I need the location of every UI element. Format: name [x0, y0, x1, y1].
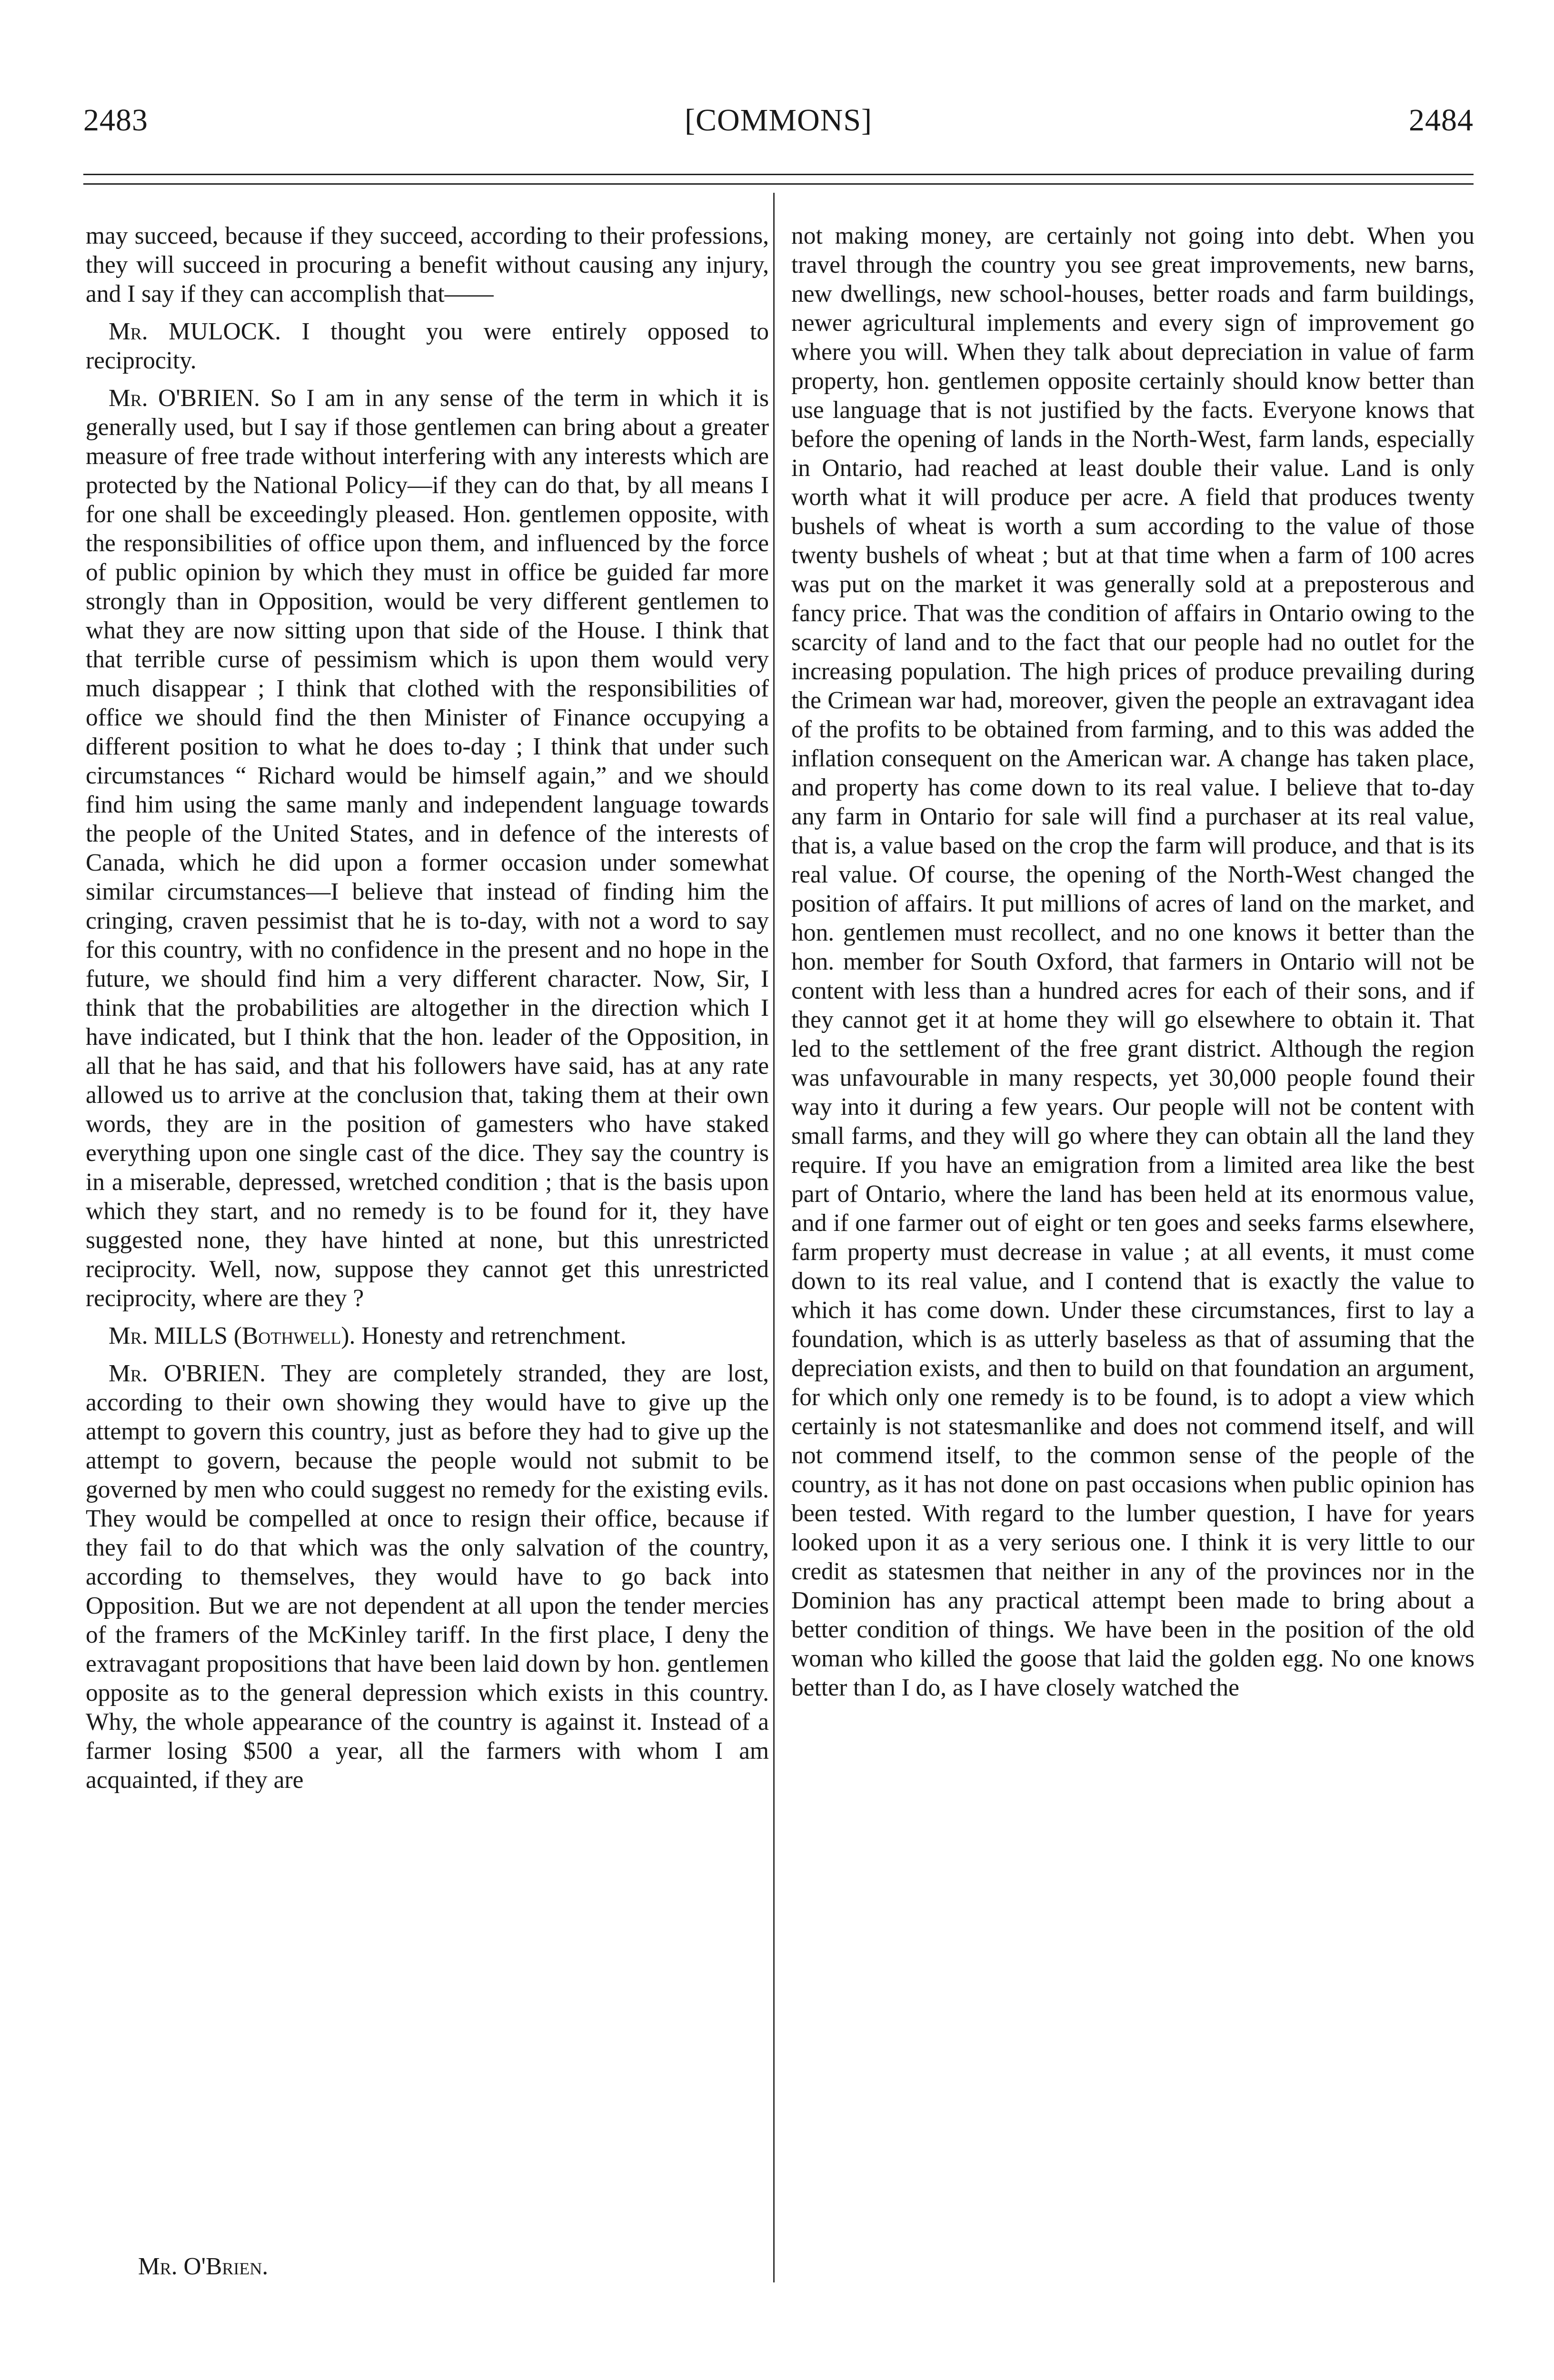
paragraph-mills [86, 1321, 769, 1350]
speech-text: I thought you were entirely opposed to reciprocity. [86, 318, 769, 374]
column-divider [773, 193, 775, 2282]
right-column [791, 221, 1474, 1702]
speech-text: Honesty and retrenchment. [355, 1322, 627, 1349]
speech-text: They are completely stranded, they are lost, according to their own showing they would have to give up the attempt to govern this country, just as before they had to give up the attempt to govern, because the people would not submit to be governed by men who could suggest no remedy for the existing evils. They would be compelled at once to resign their office, because if they fail to do that which was the only salvation of the country, according to themselves, they would have to go back into Opposition. But we are not dependent at all upon the tender mercies of the framers of the McKinley tariff. In the first place, I deny the extravagant propositions that have been laid down by hon. gentlemen opposite as to the general depression which exists in this country. Why, the whole appearance of the country is against it. Instead of a farmer losing $500 a year, all the farmers with whom I am acquainted, if they are [86, 1360, 769, 1794]
paragraph-obrien-1 [86, 384, 769, 1313]
paragraph-continued: may succeed, because if they succeed, according to their professions, they will succeed in procuring a benefit without causing any injury, and I say if they can accomplish that—— [86, 222, 769, 307]
paragraph-obrien-2 [86, 1359, 769, 1795]
speech-text: So I am in any sense of the term in which it is generally used, but I say if those gentlemen can bring about a greater measure of free trade without interfering with any interests which are protected by the National Policy—if they can do that, by all means I for one shall be exceedingly pleased. Hon. gentlemen opposite, with the responsibilities of office upon them, and influenced by the force of public opinion by which they must in office be guided far more strongly than in Opposition, would be very different gentlemen to what they are now sitting upon that side of the House. I think that that terrible curse of pessimism which is upon them would very much disappear ; I think that clothed with the responsibilities of office we should find the then Minister of Finance occupying a different position to what he does to-day ; I think that under such circumstances “ Richard would be himself again,” and we should find him using the same manly and independent language towards the people of the United States, and in defence of the interests of Canada, which he did upon a former occasion under somewhat similar circumstances—I believe that instead of finding him the cringing, craven pessimist that he is to-day, with not a word to say for this country, with no confidence in the present and no hope in the future, we should find him a very different character. Now, Sir, I think that the probabilities are altogether in the direction which I have indicated, but I think that the hon. leader of the Opposition, in all that he has said, and that his followers have said, has at any rate allowed us to arrive at the conclusion that, taking them at their own words, they are in the position of gamesters who have staked everything upon one single cast of the dice. They say the country is in a miserable, depressed, wretched condition ; that is the basis upon which they start, and no remedy is to be found for it, they have suggested none, they have hinted at none, but this unrestricted reciprocity. Well, now, suppose they cannot get this unrestricted reciprocity, where are they ? [86, 385, 769, 1312]
header-rule-bottom [83, 183, 1474, 185]
paragraph-continued-right: not making money, are certainly not going into debt. When you travel through the country you see great improvements, new barns, new dwellings, new school-houses, better roads and farm buildings, newer agricultural implements and every sign of improvement go where you will. When they talk about depreciation in value of farm property, hon. gentlemen opposite certainly should know better than use language that is not justified by the facts. Everyone knows that before the opening of lands in the North-West, farm lands, especially in Ontario, had reached at least double their value. Land is only worth what it will produce per acre. A field that produces twenty bushels of wheat is worth a sum according to the value of those twenty bushels of wheat ; but at that time when a farm of 100 acres was put on the market it was generally sold at a preposterous and fancy price. That was the condition of affairs in Ontario owing to the scarcity of land and to the fact that our people had no outlet for the increasing population. The high prices of produce prevailing during the Crimean war had, moreover, given the people an extravagant idea of the profits to be obtained from farming, and to this was added the inflation consequent on the American war. A change has taken place, and property has come down to its real value. I believe that to-day any farm in Ontario for sale will find a purchaser at its real value, that is, a value based on the crop the farm will produce, and that is its real value. Of course, the opening of the North-West changed the position of affairs. It put millions of acres of land on the market, and hon. gentlemen must recollect, and no one knows it better than the hon. member for South Oxford, that farmers in Ontario will not be content with less than a hundred acres for each of their sons, and if they cannot get it at home they will go elsewhere to obtain it. That led to the settlement of the free grant district. Although the region was unfavourable in many respects, yet 30,000 people found their way into it during a few years. Our people will not be content with small farms, and they will go where they can obtain all the land they require. If you have an emigration from a limited area like the best part of Ontario, where the land has been held at its enormous value, and if one farmer out of eight or ten goes and seeks farms elsewhere, farm property must decrease in value ; at all events, it must come down to its real value, and I contend that is exactly the value to which it has come down. Under these circumstances, first to lay a foundation, which is as utterly baseless as that of assuming that the depreciation exists, and then to build on that foundation an argument, for which only one remedy is to be found, is to adopt a view which certainly is not statesmanlike and does not commend itself, and will not commend itself, to the common sense of the people of the country, as it has not done on past occasions when public opinion has been tested. With regard to the lumber question, I have for years looked upon it as a very serious one. I think it is very little to our credit as statesmen that neither in any of the provinces nor in the Dominion has any practical attempt been made to bring about a better condition of things. We have been in the position of the old woman who killed the goose that laid the golden egg. No one knows better than I do, as I have closely watched the [791, 222, 1474, 1701]
speaker-name: Mr. O'BRIEN. [109, 385, 260, 412]
speaker-name: Mr. MILLS (Bothwell). [109, 1322, 356, 1349]
speaker-name: Mr. O'BRIEN. [109, 1360, 266, 1387]
paragraph-mulock [86, 317, 769, 375]
speaker-name: Mr. MULOCK. [109, 318, 281, 345]
left-column [86, 221, 769, 1795]
left-page-number: 2483 [83, 103, 148, 138]
footer-speaker-note: Mr. O'Brien. [138, 2253, 269, 2280]
right-page-number: 2484 [1409, 103, 1474, 138]
header-rule-top [83, 174, 1474, 175]
running-head: [COMMONS] [684, 103, 873, 138]
page-header [83, 102, 1474, 145]
